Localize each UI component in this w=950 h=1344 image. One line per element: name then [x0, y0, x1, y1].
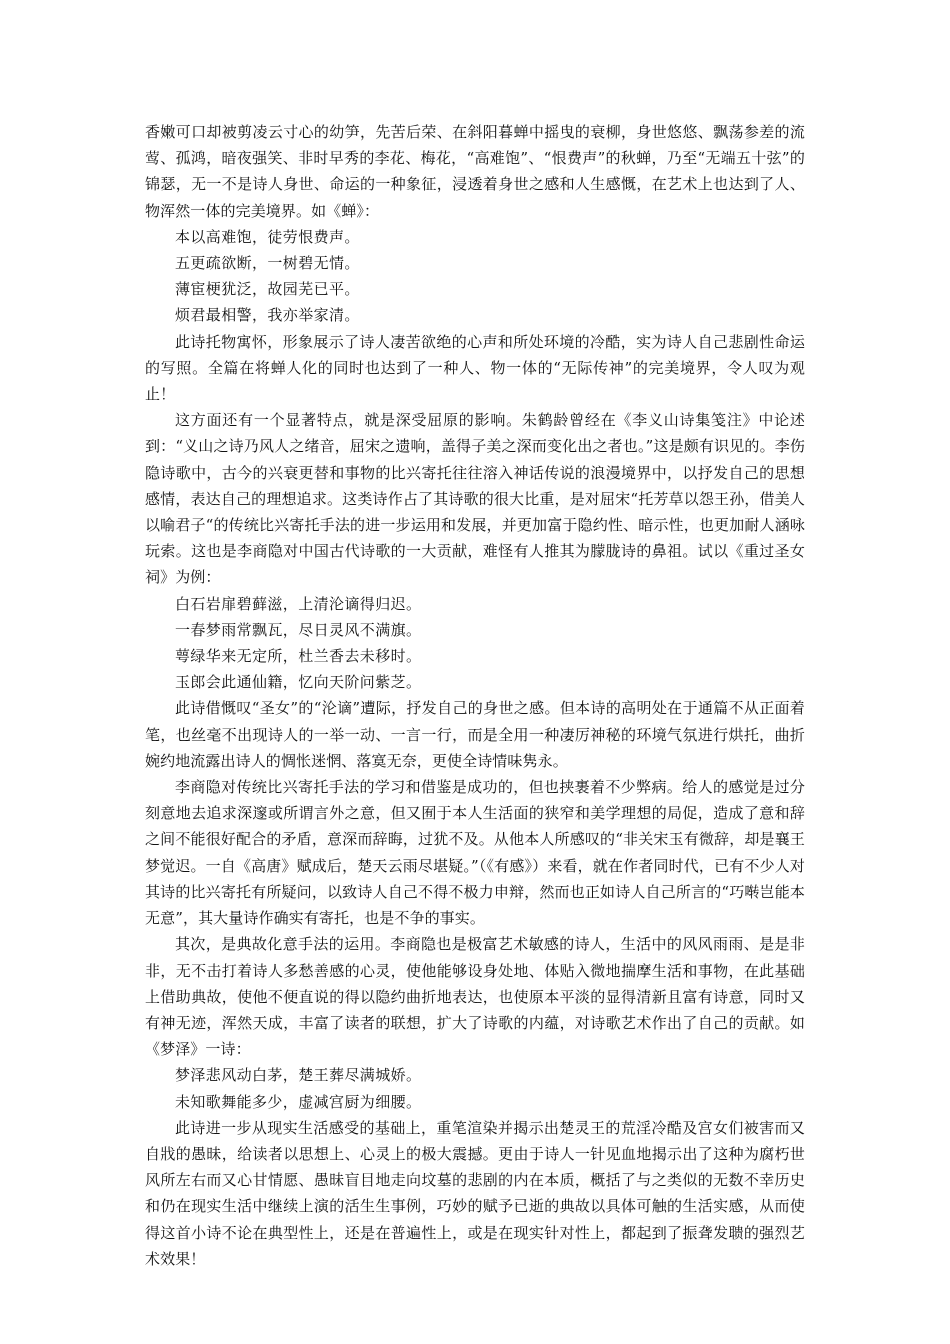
- poem-line: 白石岩扉碧藓滋，上清沦谪得归迟。: [175, 594, 422, 613]
- poem-line: 薄宦梗犹泛，故园芜已平。: [175, 280, 360, 299]
- poem-line: 玉郎会此通仙籍，忆向天阶问紫芝。: [175, 673, 422, 692]
- paragraph: 此诗托物寓怀，形象展示了诗人凄苦欲绝的心声和所处环境的冷酷，实为诗人自己悲剧性命运的写照。全篇在将蝉人化的同时也达到了一种人、物一体的“无际传神”的完美境界，令人叹为观止！: [145, 332, 805, 404]
- poem-line: 本以高难饱，徒劳恨费声。: [175, 227, 360, 246]
- paragraph: 香嫩可口却被剪凌云寸心的幼笋，先苦后荣、在斜阳暮蝉中摇曳的衰柳，身世悠悠、飘荡参差的流莺、孤鸿，暗夜强笑、非时早秀的李花、梅花，“高难饱”、“恨费声”的秋蝉，乃至“无端五十弦”的锦瑟，无一不是诗人身世、命运的一种象征，浸透着身世之感和人生感慨，在艺术上也达到了人、物浑然一体的完美境界。如《蝉》：: [145, 123, 805, 220]
- article-body: [145, 119, 805, 1272]
- paragraph: 李商隐对传统比兴寄托手法的学习和借鉴是成功的，但也挟裹着不少弊病。给人的感觉是过分刻意地去追求深邃或所谓言外之意，但又囿于本人生活面的狭窄和美学理想的局促，造成了意和辞之间不能很好配合的矛盾，意深而辞晦，过犹不及。从他本人所感叹的“非关宋玉有微辞，却是襄王梦觉迟。一自《高唐》赋成后，楚天云雨尽堪疑。”（《有感》）来看，就在作者同时代，已有不少人对其诗的比兴寄托有所疑问，以致诗人自己不得不极力申辩，然而也正如诗人自己所言的“巧啭岂能本无意”，其大量诗作确实有寄托，也是不争的事实。: [145, 778, 805, 928]
- paragraph: 此诗借慨叹“圣女”的“沦谪”遭际，抒发自己的身世之感。但本诗的高明处在于通篇不从正面着笔，也丝毫不出现诗人的一举一动、一言一行，而是全用一种凄厉神秘的环境气氛进行烘托，曲折婉约地流露出诗人的惆怅迷惘、落寞无奈，更使全诗情味隽永。: [145, 699, 805, 770]
- poem-line: 五更疏欲断，一树碧无情。: [175, 254, 360, 273]
- paragraph: 这方面还有一个显著特点，就是深受屈原的影响。朱鹤龄曾经在《李义山诗集笺注》中论述到：“义山之诗乃风人之绪音，屈宋之遗响，盖得子美之深而变化出之者也。”这是颇有识见的。李伤隐诗歌中，古今的兴衰更替和事物的比兴寄托往往溶入神话传说的浪漫境界中，以抒发自己的思想感情，表达自己的理想追求。这类诗作占了其诗歌的很大比重，是对屈宋“托芳草以怨王孙，借美人以喻君子“的传统比兴寄托手法的进一步运用和发展，并更加富于隐约性、暗示性，也更加耐人涵咏玩索。这也是李商隐对中国古代诗歌的一大贡献，难怪有人推其为朦胧诗的鼻祖。试以《重过圣女祠》为例：: [145, 411, 805, 587]
- poem-line: 一春梦雨常飘瓦，尽日灵风不满旗。: [175, 620, 422, 639]
- poem-line: 梦泽悲风动白茅，楚王葬尽满城娇。: [175, 1066, 422, 1085]
- poem-line: 萼绿华来无定所，杜兰香去未移时。: [175, 647, 422, 666]
- poem-line: 烦君最相警，我亦举家清。: [175, 306, 360, 325]
- paragraph: 此诗进一步从现实生活感受的基础上，重笔渲染并揭示出楚灵王的荒淫冷酷及宫女们被害而又自戕的愚昧，给读者以思想上、心灵上的极大震撼。更由于诗人一针见血地揭示出了这种为腐朽世风所左右而又心甘情愿、愚昧盲目地走向坟墓的悲剧的内在本质，概括了与之类似的无数不幸历史和仍在现实生活中继续上演的活生生事例，巧妙的赋予已逝的典故以具体可触的生活实感，从而使得这首小诗不论在典型性上，还是在普遍性上，或是在现实针对性上，都起到了振聋发聩的强烈艺术效果！: [145, 1118, 805, 1268]
- poem-line: 未知歌舞能多少，虚减宫厨为细腰。: [175, 1092, 422, 1111]
- paragraph: 其次，是典故化意手法的运用。李商隐也是极富艺术敏感的诗人，生活中的风风雨雨、是是非非，无不击打着诗人多愁善感的心灵，使他能够设身处地、体贴入微地揣摩生活和事物，在此基础上借助典故，使他不便直说的得以隐约曲折地表达，也使原本平淡的显得清新且富有诗意，同时又有神无迹，浑然天成，丰富了读者的联想，扩大了诗歌的内蕴，对诗歌艺术作出了自己的贡献。如《梦泽》一诗：: [145, 935, 805, 1059]
